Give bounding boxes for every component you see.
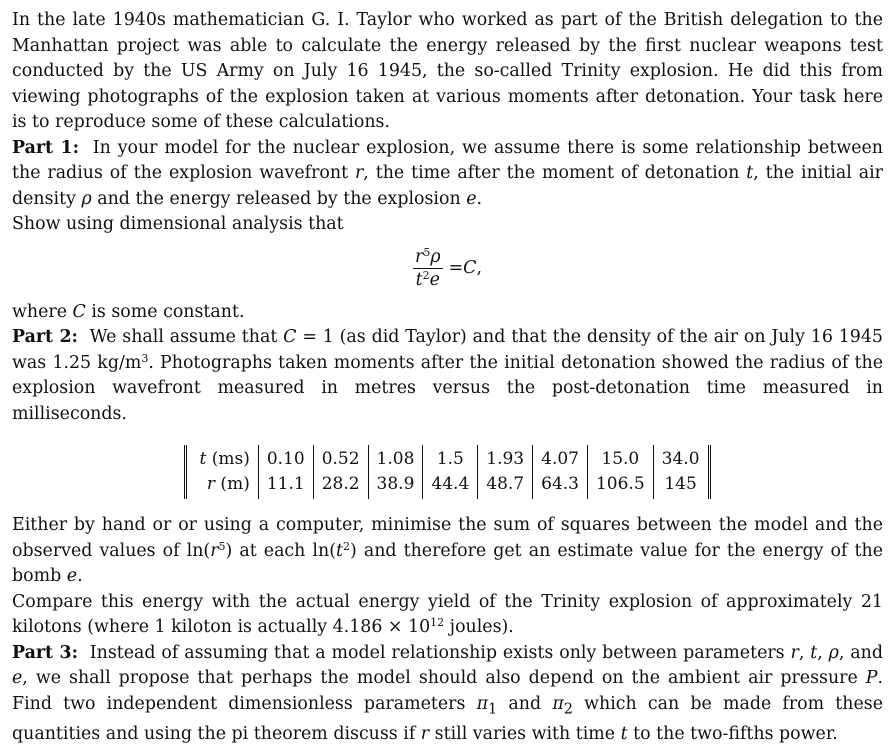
part3-text: , <box>798 642 811 663</box>
data-table-wrapper <box>12 445 883 499</box>
header-var-r: r <box>206 474 216 494</box>
where-text: where <box>12 301 73 322</box>
eq-var-r: r <box>415 247 424 267</box>
var-pi2: π <box>552 693 564 714</box>
table-cell: 1.5 <box>423 445 478 472</box>
fit-text: ) and therefore get an estimate value for the energy of the bomb <box>12 540 883 586</box>
table-cell: 64.3 <box>533 472 588 499</box>
part3-text: which can be made from these quantities and using the pi theorem discuss if <box>12 693 883 745</box>
table-cell: 1.08 <box>368 445 423 472</box>
table-cell: 15.0 <box>587 445 653 472</box>
exp-12: 12 <box>430 616 445 629</box>
table-cell: 106.5 <box>587 472 653 499</box>
exp-5: 5 <box>218 539 226 553</box>
table-cell: 0.52 <box>313 445 368 472</box>
var-C: C <box>72 301 86 322</box>
part1-where-line <box>12 300 883 326</box>
part1-label: Part 1: <box>12 137 79 158</box>
part1-text: In your model for the nuclear explosion, we assume there is some relationship between the radius of the explosion wavefront <box>12 137 884 183</box>
part2-label: Part 2: <box>12 327 78 347</box>
var-r: r <box>354 163 364 183</box>
var-r: r <box>210 540 219 561</box>
part2-compare-paragraph <box>12 590 883 641</box>
compare-text: Compare this energy with the actual energy yield of the Trinity explosion of approximately 21 kilotons (where 1 kiloton is actually 4.186 × 10 <box>12 591 883 637</box>
part3-text: and <box>497 693 553 714</box>
var-r: r <box>790 642 799 663</box>
part1-text: , the initial air density <box>12 163 883 209</box>
var-r: r <box>420 724 430 745</box>
table-row-time <box>186 445 709 472</box>
var-e: e <box>466 188 477 209</box>
header-var-t: t <box>199 449 207 469</box>
var-P: P <box>865 668 878 688</box>
fit-text: . <box>77 566 83 586</box>
exp-3: 3 <box>141 351 149 365</box>
intro-paragraph: In the late 1940s mathematician G. I. Taylor who worked as part of the British delegation to the Manhattan project was able to calculate the energy released by the first nuclear weapons test conducted by the US Army on July 16 1945, the so-called Trinity explosion. He did this from viewing photographs of the explosion taken at various moments after detonation. Your task here is to reproduce some of these calculations. <box>12 10 883 132</box>
part3-text: , and <box>838 642 883 663</box>
part3-text: Instead of assuming that a model relationship exists only between parameters <box>89 642 791 663</box>
part1-text: and the energy released by the explosion <box>91 188 467 209</box>
part2-text: . Photographs taken moments after the initial detonation showed the radius of the explosion wavefront measured in metres versus the post-detonation time measured in milliseconds. <box>12 352 884 424</box>
var-t: t <box>810 642 818 663</box>
data-table <box>184 445 710 499</box>
fit-text: ) at each ln( <box>225 540 336 561</box>
part2-text: = 1 (as did Taylor) and that the density of the air on July 16 1945 was 1.25 kg/m <box>12 327 883 373</box>
table-cell: 38.9 <box>368 472 423 499</box>
eq-var-C: C <box>463 257 477 278</box>
var-pi1: π <box>476 693 489 714</box>
equation-numerator <box>413 246 443 269</box>
eq-equals: = <box>448 257 464 278</box>
var-t: t <box>335 540 343 561</box>
var-e: e <box>66 566 78 586</box>
eq-exp-5: 5 <box>423 246 431 259</box>
part2-text: We shall assume that <box>89 327 284 347</box>
table-row-header <box>186 472 258 499</box>
table-cell: 34.0 <box>653 445 709 472</box>
part1-text: , the time after the moment of detonation <box>363 163 747 183</box>
part3-text: . Find two independent dimensionless parameters <box>12 668 883 714</box>
equation-fraction <box>413 246 443 291</box>
equation-denominator <box>414 269 442 291</box>
part3-text: , we shall propose that perhaps the model should also depend on the ambient air pressure <box>22 668 866 688</box>
sub-2: 2 <box>563 700 573 717</box>
eq-comma: , <box>476 257 482 278</box>
compare-text: joules). <box>444 617 514 637</box>
table-cell: 11.1 <box>258 472 313 499</box>
eq-var-t: t <box>415 270 423 290</box>
table-cell: 44.4 <box>423 472 478 499</box>
part2-paragraph <box>12 325 883 427</box>
exp-2: 2 <box>342 539 350 553</box>
sub-1: 1 <box>488 700 498 717</box>
eq-var-e: e <box>429 270 440 290</box>
table-row-radius <box>186 472 709 499</box>
part1-paragraph <box>12 136 883 213</box>
table-cell: 145 <box>653 472 709 499</box>
table-cell: 48.7 <box>478 472 533 499</box>
var-C: C <box>283 327 297 347</box>
table-cell: 28.2 <box>313 472 368 499</box>
where-text: is some constant. <box>85 301 245 322</box>
part3-text: still varies with time <box>429 724 621 745</box>
part1-text: . <box>476 188 483 209</box>
fit-text: Either by hand or or using a computer, minimise the sum of squares between the model and the observed values of ln( <box>12 515 883 561</box>
header-unit-m: (m) <box>215 474 250 494</box>
part3-paragraph <box>12 641 883 748</box>
part3-text: to the two-fifths power. <box>627 724 838 745</box>
eq-var-rho: ρ <box>430 247 441 267</box>
part3-label: Part 3: <box>12 642 78 663</box>
part3-text: , <box>817 642 829 663</box>
part1-show-line: Show using dimensional analysis that <box>12 214 344 234</box>
var-rho: ρ <box>828 642 839 663</box>
header-unit-ms: (ms) <box>206 449 250 469</box>
table-cell: 0.10 <box>258 445 313 472</box>
table-cell: 1.93 <box>478 445 533 472</box>
var-t: t <box>620 724 628 745</box>
var-rho: ρ <box>81 188 92 209</box>
part2-fit-paragraph <box>12 513 883 590</box>
table-cell: 4.07 <box>533 445 588 472</box>
table-row-header <box>186 445 258 472</box>
var-t: t <box>746 163 754 183</box>
eq-exp-2: 2 <box>422 269 430 282</box>
var-e: e <box>12 668 23 688</box>
equation-dimensional <box>12 238 883 300</box>
